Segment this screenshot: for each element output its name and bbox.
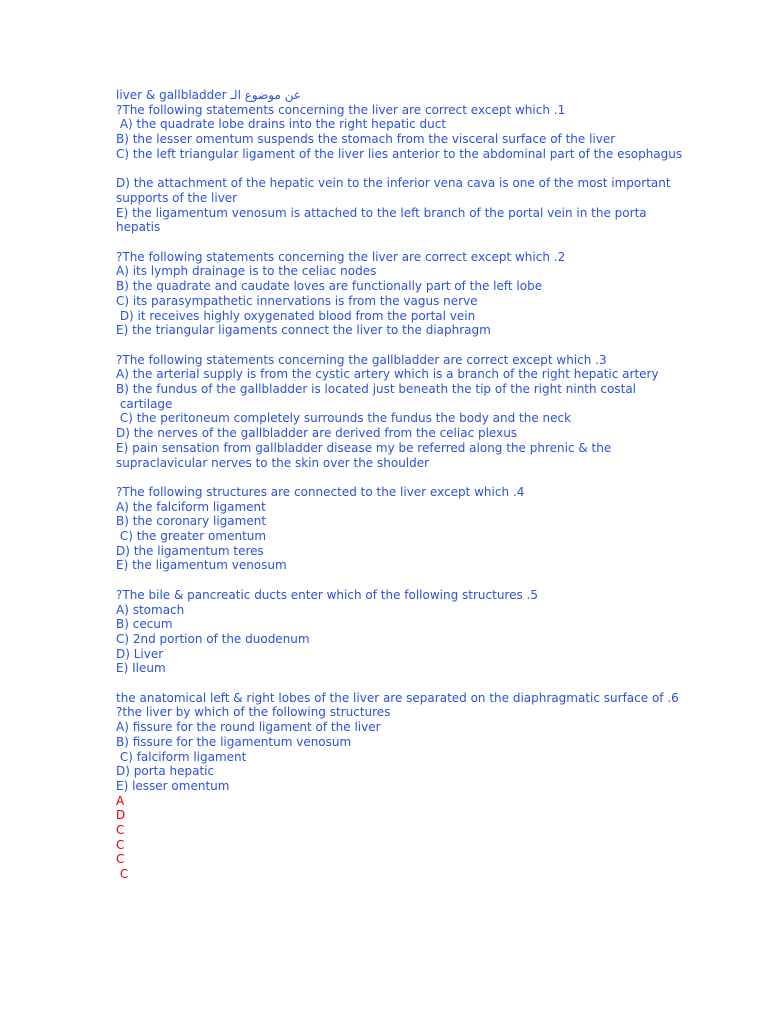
question-4-stem: ?The following structures are connected to the liver except which .4 <box>116 484 525 499</box>
answer-4: C <box>116 837 125 852</box>
question-3-option-e-cont: supraclavicular nerves to the skin over the shoulder <box>116 455 430 470</box>
question-6-option-d: D) porta hepatic <box>116 764 215 779</box>
question-2 <box>116 250 676 338</box>
question-1-option-b: B) the lesser omentum suspends the stomach from the visceral surface of the liver <box>116 132 616 147</box>
question-3-stem: ?The following statements concerning the gallbladder are correct except which .3 <box>116 352 607 367</box>
question-2-option-a: A) its lymph drainage is to the celiac nodes <box>116 264 377 279</box>
question-6-option-c: C) falciform ligament <box>116 749 247 764</box>
question-1-stem: ?The following statements concerning the liver are correct except which .1 <box>116 102 566 117</box>
question-4 <box>116 485 676 573</box>
question-1-option-e: E) the ligamentum venosum is attached to the left branch of the portal vein in the porta <box>116 205 647 220</box>
answer-2: D <box>116 808 126 823</box>
question-3-option-c: C) the peritoneum completely surrounds the fundus the body and the neck <box>116 411 572 426</box>
question-5-option-d: D) Liver <box>116 646 164 661</box>
question-5-option-b: B) cecum <box>116 617 173 632</box>
question-4-option-e: E) the ligamentum venosum <box>116 558 287 573</box>
question-2-option-c: C) its parasympathetic innervations is from the vagus nerve <box>116 293 478 308</box>
answer-1: A <box>116 793 125 808</box>
answer-key <box>116 794 676 882</box>
question-3-option-b: B) the fundus of the gallbladder is located just beneath the tip of the right ninth costal <box>116 382 637 397</box>
question-2-option-e: E) the triangular ligaments connect the liver to the diaphragm <box>116 323 491 338</box>
question-4-option-c: C) the greater omentum <box>116 529 267 544</box>
answer-3: C <box>116 823 125 838</box>
question-6-stem: the anatomical left & right lobes of the liver are separated on the diaphragmatic surface of .6 <box>116 690 679 705</box>
question-3-option-a: A) the arterial supply is from the cystic artery which is a branch of the right hepatic artery <box>116 367 659 382</box>
question-6 <box>116 690 679 794</box>
question-2-stem: ?The following statements concerning the liver are correct except which .2 <box>116 249 566 264</box>
question-1-blank-line <box>116 162 676 177</box>
question-1-option-d: D) the attachment of the hepatic vein to the inferior vena cava is one of the most important <box>116 176 671 191</box>
question-1 <box>116 102 683 235</box>
question-6-option-a: A) fissure for the round ligament of the liver <box>116 720 381 735</box>
question-4-option-d: D) the ligamentum teres <box>116 543 264 558</box>
question-2-option-d: D) it receives highly oxygenated blood from the portal vein <box>116 308 476 323</box>
question-5-option-e: E) Ileum <box>116 661 166 676</box>
question-1-option-c: C) the left triangular ligament of the liver lies anterior to the abdominal part of the esophagus <box>116 146 683 161</box>
question-5-option-a: A) stomach <box>116 602 185 617</box>
question-1-option-d-cont: supports of the liver <box>116 190 238 205</box>
question-1-option-e-cont: hepatis <box>116 220 161 235</box>
question-2-option-b: B) the quadrate and caudate loves are functionally part of the left lobe <box>116 279 543 294</box>
question-6-option-b: B) fissure for the ligamentum venosum <box>116 734 352 749</box>
document-page <box>116 88 683 882</box>
question-6-stem-cont: ?the liver by which of the following structures <box>116 705 391 720</box>
document-title: liver & gallbladder عن موضوع الـ <box>116 88 301 102</box>
question-4-option-a: A) the falciform ligament <box>116 499 266 514</box>
question-6-option-e: E) lesser omentum <box>116 778 230 793</box>
question-4-option-b: B) the coronary ligament <box>116 514 267 529</box>
question-5-stem: ?The bile & pancreatic ducts enter which of the following structures .5 <box>116 587 538 602</box>
question-3-option-d: D) the nerves of the gallbladder are derived from the celiac plexus <box>116 426 518 441</box>
question-3-option-e: E) pain sensation from gallbladder disease my be referred along the phrenic & the <box>116 440 612 455</box>
answer-5: C <box>116 852 125 867</box>
question-1-option-a: A) the quadrate lobe drains into the right hepatic duct <box>116 117 447 132</box>
question-5-option-c: C) 2nd portion of the duodenum <box>116 631 310 646</box>
question-3 <box>116 353 676 471</box>
question-5 <box>116 588 676 676</box>
answer-6: C <box>116 867 129 882</box>
question-3-option-b-cont: cartilage <box>116 396 173 411</box>
